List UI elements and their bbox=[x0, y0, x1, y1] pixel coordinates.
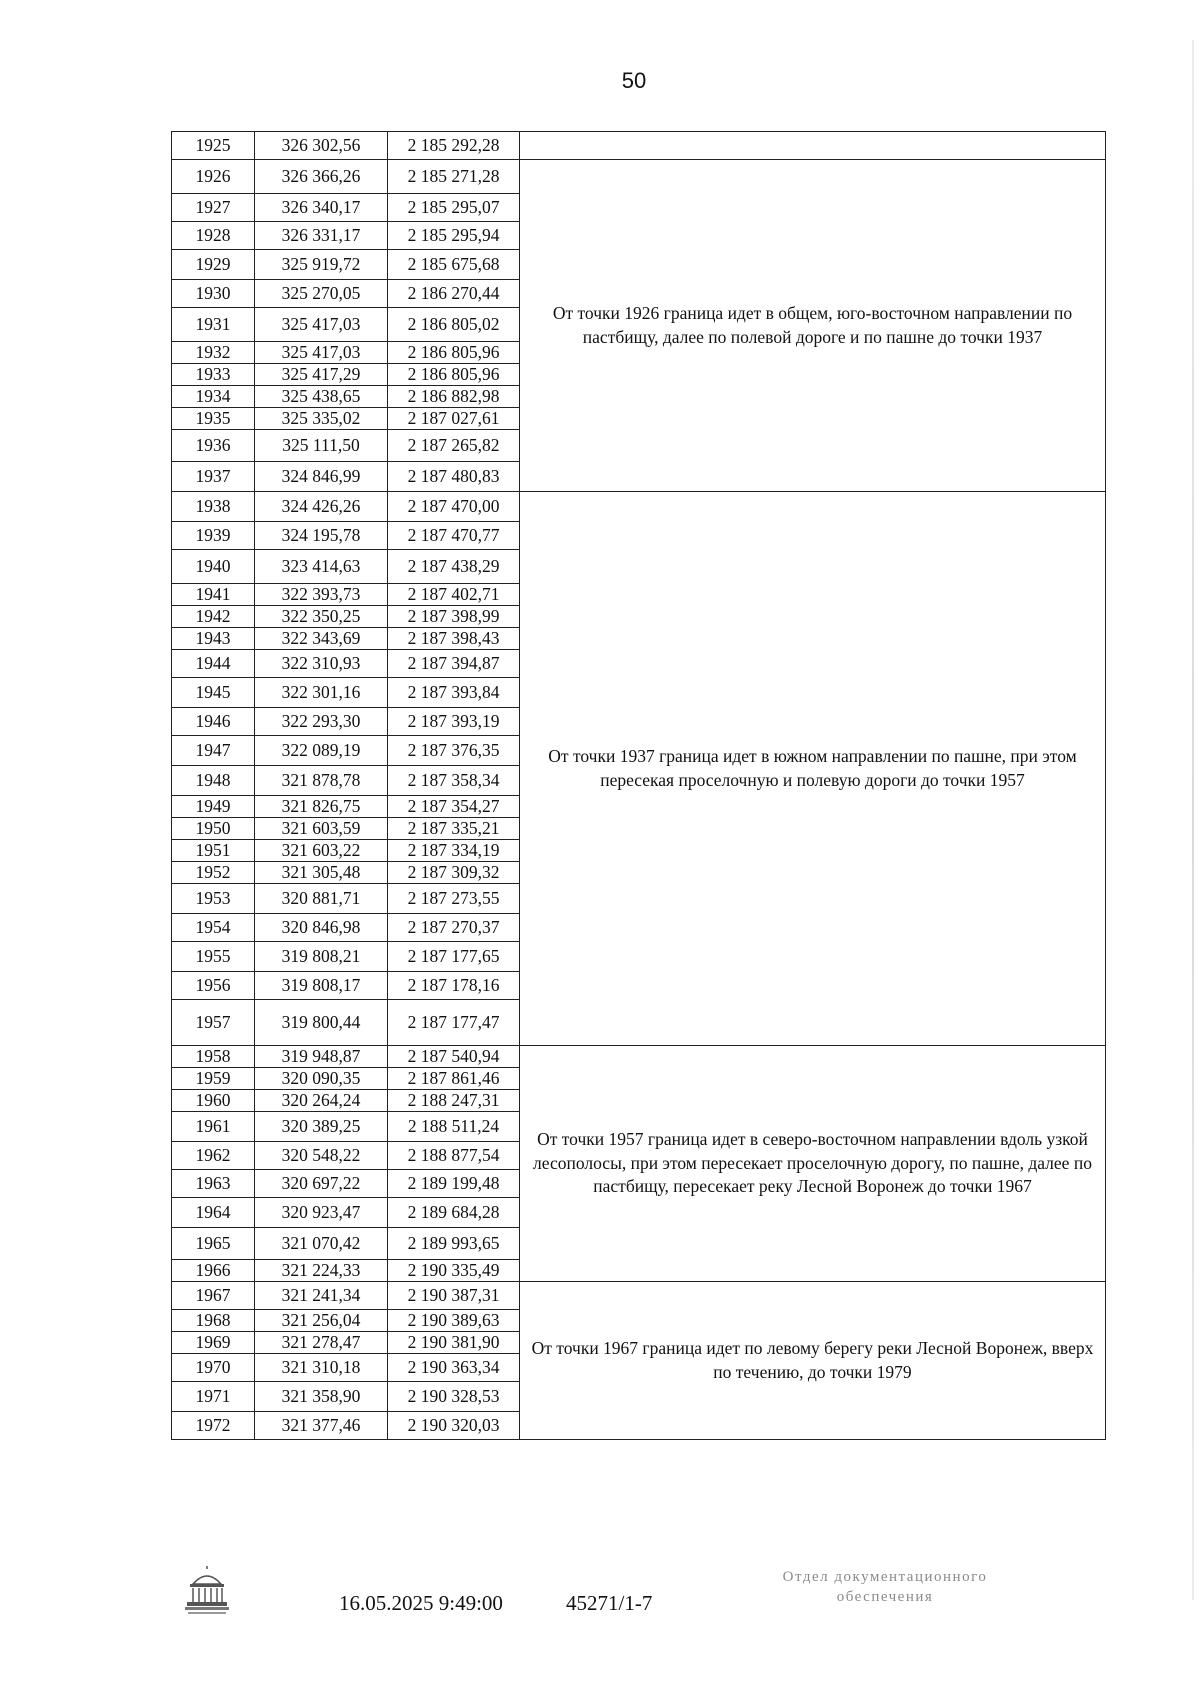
point-cell: 1940 bbox=[172, 550, 255, 584]
y-coordinate-cell: 2 187 480,83 bbox=[388, 462, 520, 492]
y-coordinate-cell: 2 185 271,28 bbox=[388, 160, 520, 194]
x-coordinate-cell: 325 417,03 bbox=[255, 342, 388, 364]
x-coordinate-cell: 325 111,50 bbox=[255, 430, 388, 462]
y-coordinate-cell: 2 187 027,61 bbox=[388, 408, 520, 430]
y-coordinate-cell: 2 190 387,31 bbox=[388, 1282, 520, 1310]
stamp-line-2: обеспечения bbox=[836, 1588, 934, 1605]
x-coordinate-cell: 321 278,47 bbox=[255, 1332, 388, 1354]
point-cell: 1931 bbox=[172, 308, 255, 342]
table-row bbox=[172, 160, 1106, 194]
x-coordinate-cell: 322 350,25 bbox=[255, 606, 388, 628]
point-cell: 1925 bbox=[172, 132, 255, 160]
point-cell: 1953 bbox=[172, 884, 255, 914]
y-coordinate-cell: 2 185 675,68 bbox=[388, 250, 520, 280]
x-coordinate-cell: 321 305,48 bbox=[255, 862, 388, 884]
y-coordinate-cell: 2 187 398,43 bbox=[388, 628, 520, 650]
x-coordinate-cell: 321 603,59 bbox=[255, 818, 388, 840]
y-coordinate-cell: 2 187 376,35 bbox=[388, 736, 520, 766]
x-coordinate-cell: 321 241,34 bbox=[255, 1282, 388, 1310]
point-cell: 1934 bbox=[172, 386, 255, 408]
x-coordinate-cell: 319 808,21 bbox=[255, 942, 388, 972]
point-cell: 1933 bbox=[172, 364, 255, 386]
point-cell: 1963 bbox=[172, 1170, 255, 1198]
x-coordinate-cell: 325 270,05 bbox=[255, 280, 388, 308]
y-coordinate-cell: 2 187 861,46 bbox=[388, 1068, 520, 1090]
table-row bbox=[172, 492, 1106, 522]
scan-edge-artifact bbox=[1192, 40, 1194, 1600]
point-cell: 1935 bbox=[172, 408, 255, 430]
x-coordinate-cell: 322 301,16 bbox=[255, 678, 388, 708]
y-coordinate-cell: 2 186 805,02 bbox=[388, 308, 520, 342]
point-cell: 1972 bbox=[172, 1412, 255, 1440]
x-coordinate-cell: 321 358,90 bbox=[255, 1382, 388, 1412]
y-coordinate-cell: 2 188 247,31 bbox=[388, 1090, 520, 1112]
point-cell: 1965 bbox=[172, 1228, 255, 1260]
y-coordinate-cell: 2 189 993,65 bbox=[388, 1228, 520, 1260]
y-coordinate-cell: 2 187 358,34 bbox=[388, 766, 520, 796]
point-cell: 1964 bbox=[172, 1198, 255, 1228]
point-cell: 1932 bbox=[172, 342, 255, 364]
y-coordinate-cell: 2 185 292,28 bbox=[388, 132, 520, 160]
point-cell: 1927 bbox=[172, 194, 255, 222]
x-coordinate-cell: 322 393,73 bbox=[255, 584, 388, 606]
point-cell: 1955 bbox=[172, 942, 255, 972]
boundary-coordinates-table bbox=[171, 131, 1106, 1440]
point-cell: 1958 bbox=[172, 1046, 255, 1068]
point-cell: 1944 bbox=[172, 650, 255, 678]
y-coordinate-cell: 2 187 402,71 bbox=[388, 584, 520, 606]
x-coordinate-cell: 322 343,69 bbox=[255, 628, 388, 650]
x-coordinate-cell: 322 310,93 bbox=[255, 650, 388, 678]
y-coordinate-cell: 2 187 177,65 bbox=[388, 942, 520, 972]
point-cell: 1950 bbox=[172, 818, 255, 840]
department-stamp bbox=[700, 1568, 1070, 1607]
point-cell: 1960 bbox=[172, 1090, 255, 1112]
point-cell: 1959 bbox=[172, 1068, 255, 1090]
x-coordinate-cell: 325 417,03 bbox=[255, 308, 388, 342]
x-coordinate-cell: 319 948,87 bbox=[255, 1046, 388, 1068]
y-coordinate-cell: 2 185 295,94 bbox=[388, 222, 520, 250]
y-coordinate-cell: 2 190 328,53 bbox=[388, 1382, 520, 1412]
y-coordinate-cell: 2 187 334,19 bbox=[388, 840, 520, 862]
x-coordinate-cell: 326 340,17 bbox=[255, 194, 388, 222]
y-coordinate-cell: 2 187 270,37 bbox=[388, 914, 520, 942]
y-coordinate-cell: 2 186 805,96 bbox=[388, 364, 520, 386]
point-cell: 1952 bbox=[172, 862, 255, 884]
x-coordinate-cell: 324 846,99 bbox=[255, 462, 388, 492]
stamp-line-1: Отдел документационного bbox=[782, 1569, 988, 1585]
x-coordinate-cell: 325 438,65 bbox=[255, 386, 388, 408]
boundary-description-cell: От точки 1957 граница идет в северо-восточном направлении вдоль узкой лесополосы, при этом пересекает проселочную дорогу, по пашне, далее по пастбищу, пересекает реку Лесной Воронеж до точки 1967 bbox=[520, 1046, 1106, 1282]
point-cell: 1939 bbox=[172, 522, 255, 550]
x-coordinate-cell: 326 331,17 bbox=[255, 222, 388, 250]
y-coordinate-cell: 2 187 309,32 bbox=[388, 862, 520, 884]
x-coordinate-cell: 321 377,46 bbox=[255, 1412, 388, 1440]
x-coordinate-cell: 320 264,24 bbox=[255, 1090, 388, 1112]
boundary-description-cell: От точки 1967 граница идет по левому берегу реки Лесной Воронеж, вверх по течению, до точки 1979 bbox=[520, 1282, 1106, 1440]
duma-logo bbox=[184, 1566, 230, 1623]
x-coordinate-cell: 323 414,63 bbox=[255, 550, 388, 584]
y-coordinate-cell: 2 186 805,96 bbox=[388, 342, 520, 364]
y-coordinate-cell: 2 190 320,03 bbox=[388, 1412, 520, 1440]
point-cell: 1967 bbox=[172, 1282, 255, 1310]
point-cell: 1968 bbox=[172, 1310, 255, 1332]
y-coordinate-cell: 2 187 177,47 bbox=[388, 1000, 520, 1046]
point-cell: 1949 bbox=[172, 796, 255, 818]
y-coordinate-cell: 2 190 335,49 bbox=[388, 1260, 520, 1282]
y-coordinate-cell: 2 187 394,87 bbox=[388, 650, 520, 678]
x-coordinate-cell: 326 302,56 bbox=[255, 132, 388, 160]
x-coordinate-cell: 322 089,19 bbox=[255, 736, 388, 766]
footer-date: 16.05.2025 9:49:00 bbox=[339, 1591, 503, 1615]
y-coordinate-cell: 2 186 882,98 bbox=[388, 386, 520, 408]
y-coordinate-cell: 2 190 381,90 bbox=[388, 1332, 520, 1354]
x-coordinate-cell: 319 800,44 bbox=[255, 1000, 388, 1046]
point-cell: 1928 bbox=[172, 222, 255, 250]
x-coordinate-cell: 321 878,78 bbox=[255, 766, 388, 796]
point-cell: 1938 bbox=[172, 492, 255, 522]
table-row bbox=[172, 1046, 1106, 1068]
y-coordinate-cell: 2 187 335,21 bbox=[388, 818, 520, 840]
point-cell: 1969 bbox=[172, 1332, 255, 1354]
point-cell: 1929 bbox=[172, 250, 255, 280]
point-cell: 1966 bbox=[172, 1260, 255, 1282]
x-coordinate-cell: 324 426,26 bbox=[255, 492, 388, 522]
point-cell: 1937 bbox=[172, 462, 255, 492]
x-coordinate-cell: 326 366,26 bbox=[255, 160, 388, 194]
x-coordinate-cell: 320 090,35 bbox=[255, 1068, 388, 1090]
x-coordinate-cell: 320 548,22 bbox=[255, 1142, 388, 1170]
point-cell: 1971 bbox=[172, 1382, 255, 1412]
point-cell: 1961 bbox=[172, 1112, 255, 1142]
x-coordinate-cell: 319 808,17 bbox=[255, 972, 388, 1000]
y-coordinate-cell: 2 187 273,55 bbox=[388, 884, 520, 914]
y-coordinate-cell: 2 187 393,84 bbox=[388, 678, 520, 708]
y-coordinate-cell: 2 185 295,07 bbox=[388, 194, 520, 222]
x-coordinate-cell: 320 697,22 bbox=[255, 1170, 388, 1198]
x-coordinate-cell: 321 224,33 bbox=[255, 1260, 388, 1282]
point-cell: 1970 bbox=[172, 1354, 255, 1382]
x-coordinate-cell: 321 070,42 bbox=[255, 1228, 388, 1260]
y-coordinate-cell: 2 187 470,00 bbox=[388, 492, 520, 522]
y-coordinate-cell: 2 187 393,19 bbox=[388, 708, 520, 736]
point-cell: 1954 bbox=[172, 914, 255, 942]
x-coordinate-cell: 325 919,72 bbox=[255, 250, 388, 280]
point-cell: 1951 bbox=[172, 840, 255, 862]
y-coordinate-cell: 2 187 398,99 bbox=[388, 606, 520, 628]
point-cell: 1941 bbox=[172, 584, 255, 606]
x-coordinate-cell: 325 335,02 bbox=[255, 408, 388, 430]
x-coordinate-cell: 321 310,18 bbox=[255, 1354, 388, 1382]
point-cell: 1945 bbox=[172, 678, 255, 708]
footer-document-number: 45271/1-7 bbox=[566, 1591, 653, 1615]
x-coordinate-cell: 325 417,29 bbox=[255, 364, 388, 386]
y-coordinate-cell: 2 189 684,28 bbox=[388, 1198, 520, 1228]
page-number: 50 bbox=[621, 68, 647, 93]
x-coordinate-cell: 320 881,71 bbox=[255, 884, 388, 914]
point-cell: 1946 bbox=[172, 708, 255, 736]
y-coordinate-cell: 2 188 877,54 bbox=[388, 1142, 520, 1170]
point-cell: 1936 bbox=[172, 430, 255, 462]
y-coordinate-cell: 2 187 540,94 bbox=[388, 1046, 520, 1068]
x-coordinate-cell: 321 826,75 bbox=[255, 796, 388, 818]
y-coordinate-cell: 2 190 389,63 bbox=[388, 1310, 520, 1332]
y-coordinate-cell: 2 187 178,16 bbox=[388, 972, 520, 1000]
y-coordinate-cell: 2 186 270,44 bbox=[388, 280, 520, 308]
y-coordinate-cell: 2 187 265,82 bbox=[388, 430, 520, 462]
point-cell: 1948 bbox=[172, 766, 255, 796]
y-coordinate-cell: 2 189 199,48 bbox=[388, 1170, 520, 1198]
point-cell: 1943 bbox=[172, 628, 255, 650]
point-cell: 1962 bbox=[172, 1142, 255, 1170]
x-coordinate-cell: 321 603,22 bbox=[255, 840, 388, 862]
point-cell: 1947 bbox=[172, 736, 255, 766]
table-row bbox=[172, 1282, 1106, 1310]
x-coordinate-cell: 321 256,04 bbox=[255, 1310, 388, 1332]
point-cell: 1930 bbox=[172, 280, 255, 308]
boundary-description-cell: От точки 1937 граница идет в южном направлении по пашне, при этом пересекая проселочную и полевую дороги до точки 1957 bbox=[520, 492, 1106, 1046]
boundary-description-cell bbox=[520, 132, 1106, 160]
y-coordinate-cell: 2 187 438,29 bbox=[388, 550, 520, 584]
x-coordinate-cell: 320 923,47 bbox=[255, 1198, 388, 1228]
point-cell: 1942 bbox=[172, 606, 255, 628]
x-coordinate-cell: 324 195,78 bbox=[255, 522, 388, 550]
y-coordinate-cell: 2 187 470,77 bbox=[388, 522, 520, 550]
y-coordinate-cell: 2 187 354,27 bbox=[388, 796, 520, 818]
x-coordinate-cell: 320 846,98 bbox=[255, 914, 388, 942]
x-coordinate-cell: 320 389,25 bbox=[255, 1112, 388, 1142]
y-coordinate-cell: 2 188 511,24 bbox=[388, 1112, 520, 1142]
x-coordinate-cell: 322 293,30 bbox=[255, 708, 388, 736]
y-coordinate-cell: 2 190 363,34 bbox=[388, 1354, 520, 1382]
point-cell: 1926 bbox=[172, 160, 255, 194]
point-cell: 1956 bbox=[172, 972, 255, 1000]
boundary-description-cell: От точки 1926 граница идет в общем, юго-восточном направлении по пастбищу, далее по полевой дороге и по пашне до точки 1937 bbox=[520, 160, 1106, 492]
point-cell: 1957 bbox=[172, 1000, 255, 1046]
table-row bbox=[172, 132, 1106, 160]
